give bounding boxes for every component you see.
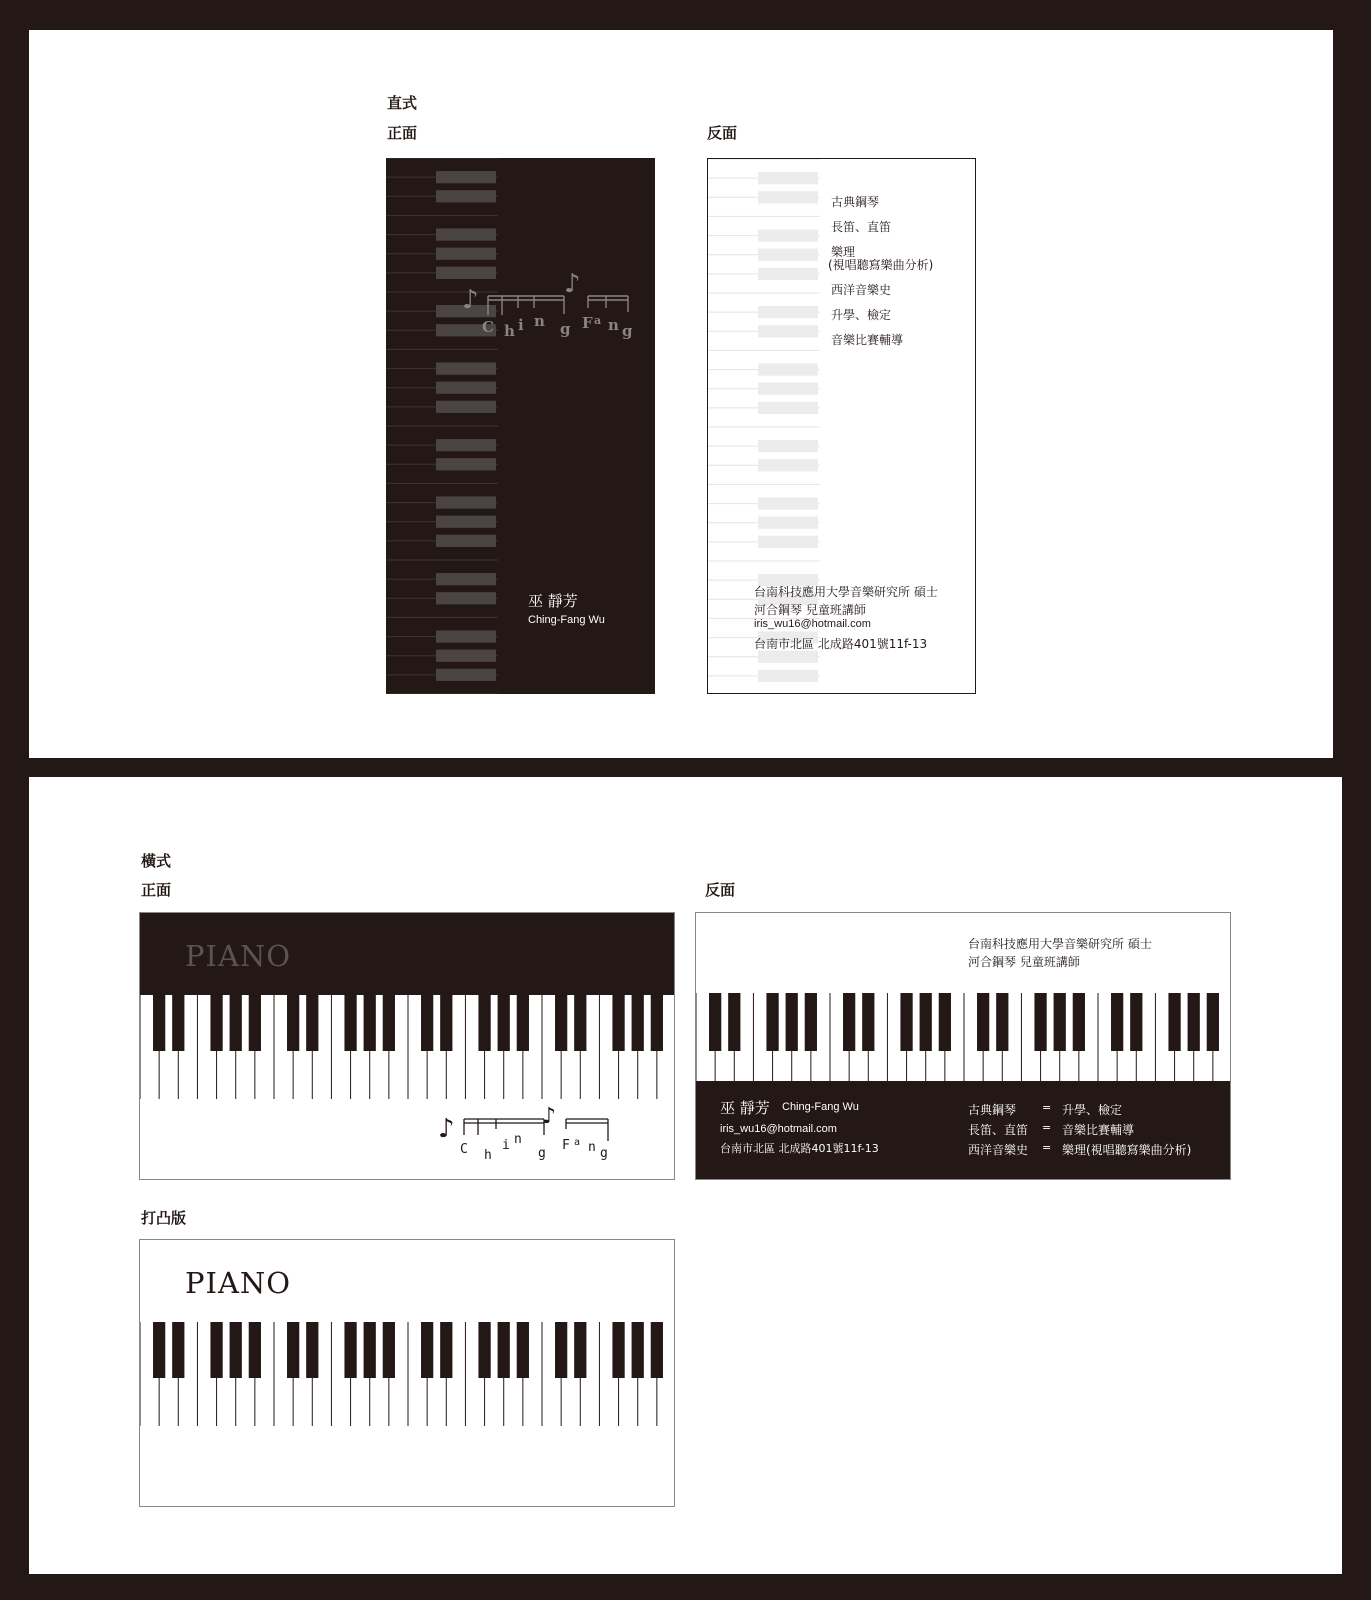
name-zh: 巫 靜芳 [528, 592, 578, 610]
signature-letter: g [538, 1146, 546, 1161]
signature-letter: n [534, 312, 545, 330]
piano-keyboard-graphic [696, 993, 1231, 1081]
signature-letter: n [588, 1140, 596, 1155]
course-item: 古典鋼琴 [831, 195, 880, 209]
course-item: 長笛、直笛 [968, 1123, 1029, 1137]
signature-letter: a [574, 1137, 581, 1148]
signature-letter: g [560, 320, 571, 338]
signature-letter: h [504, 322, 515, 340]
course-item: 音樂比賽輔導 [1062, 1123, 1135, 1137]
horizontal-section-label: 橫式 [141, 852, 172, 870]
horizontal-section-panel [29, 777, 1342, 1574]
course-item: 樂理(視唱聽寫樂曲分析) [1062, 1143, 1192, 1157]
signature-letter: n [608, 316, 619, 334]
signature-letter: C [460, 1142, 468, 1157]
piano-keyboard-graphic [140, 1322, 675, 1426]
course-item: 升學、檢定 [831, 308, 892, 322]
course-item: 西洋音樂史 [831, 283, 892, 297]
signature-letter: g [622, 322, 633, 340]
piano-logo: PIANO [185, 1266, 292, 1300]
svg-text:♪: ♪ [564, 270, 581, 299]
svg-text:♪: ♪ [542, 1105, 557, 1129]
vertical-front-card [386, 158, 655, 694]
course-item: 樂理 [831, 245, 856, 259]
vertical-section-panel [29, 30, 1333, 758]
signature-letter: a [594, 314, 602, 327]
emboss-section-label: 打凸版 [141, 1209, 187, 1227]
course-item: 古典鋼琴 [968, 1103, 1017, 1117]
signature-letter: i [518, 316, 524, 334]
course-item: 長笛、直笛 [831, 220, 892, 234]
education-line: 台南科技應用大學音樂研究所 碩士 [754, 585, 938, 599]
emboss-card [139, 1239, 675, 1507]
piano-logo: PIANO [185, 939, 292, 973]
name-zh: 巫 靜芳 [720, 1099, 770, 1117]
course-item: 音樂比賽輔導 [831, 333, 904, 347]
music-note-signature-graphic [460, 270, 640, 340]
course-item: (視唱聽寫樂曲分析) [828, 258, 934, 272]
signature-letter: i [502, 1138, 510, 1153]
horizontal-back-label: 反面 [705, 881, 736, 899]
email-line: iris_wu16@hotmail.com [720, 1123, 837, 1135]
vertical-back-label: 反面 [707, 124, 738, 142]
signature-letter: n [514, 1132, 522, 1147]
email-line: iris_wu16@hotmail.com [754, 618, 871, 630]
job-line: 河合鋼琴 兒童班講師 [968, 955, 1080, 969]
address-line: 台南市北區 北成路401號11f-13 [754, 637, 928, 651]
signature-letter: F [582, 314, 593, 332]
name-en: Ching-Fang Wu [782, 1101, 859, 1113]
name-en: Ching-Fang Wu [528, 614, 605, 626]
signature-letter: C [482, 318, 494, 336]
separator-mark: = [1042, 1141, 1052, 1154]
svg-text:♪: ♪ [438, 1114, 455, 1144]
signature-letter: h [484, 1148, 492, 1163]
course-item: 升學、檢定 [1062, 1103, 1123, 1117]
education-line: 台南科技應用大學音樂研究所 碩士 [968, 937, 1152, 951]
vertical-back-card [707, 158, 976, 694]
address-line: 台南市北區 北成路401號11f-13 [720, 1142, 879, 1155]
vertical-keyboard-graphic [386, 158, 498, 694]
separator-mark: = [1042, 1121, 1052, 1134]
vertical-section-label: 直式 [387, 94, 418, 112]
svg-text:♪: ♪ [462, 285, 479, 315]
separator-mark: = [1042, 1101, 1052, 1114]
signature-letter: F [562, 1138, 570, 1153]
horizontal-front-label: 正面 [141, 881, 172, 899]
piano-keyboard-graphic [140, 995, 675, 1105]
vertical-front-label: 正面 [387, 124, 418, 142]
horizontal-back-card [695, 912, 1231, 1180]
course-item: 西洋音樂史 [968, 1143, 1029, 1157]
job-line: 河合鋼琴 兒童班講師 [754, 603, 866, 617]
music-note-signature-graphic [438, 1105, 628, 1169]
horizontal-front-card [139, 912, 675, 1180]
signature-letter: g [600, 1146, 608, 1161]
